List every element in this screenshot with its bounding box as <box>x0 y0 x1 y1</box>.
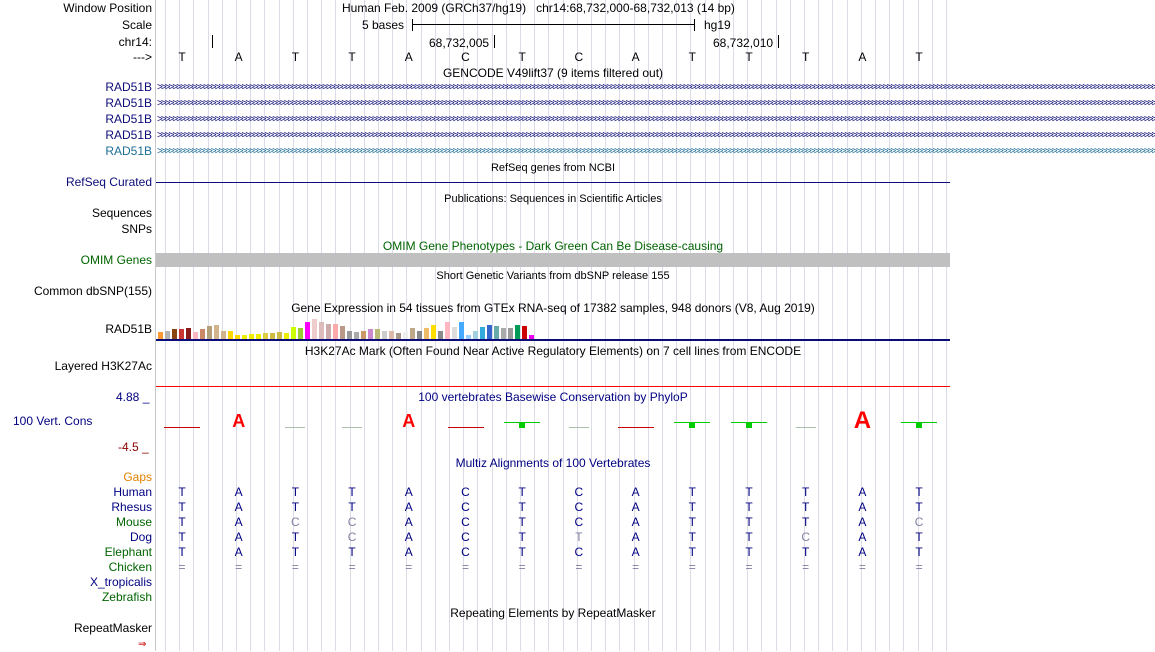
sequence-base: T <box>745 50 753 64</box>
multiz-aligned-base: C <box>347 515 357 529</box>
multiz-aligned-base: T <box>802 500 810 514</box>
gtex-tissue-bar[interactable] <box>473 331 478 339</box>
refseq-gene-line[interactable] <box>156 182 950 183</box>
repeatmasker-label[interactable]: RepeatMasker <box>73 621 152 635</box>
multiz-aligned-base: C <box>461 545 470 559</box>
gtex-tissue-bar[interactable] <box>403 332 408 339</box>
multiz-aligned-base: A <box>631 545 640 559</box>
multiz-aligned-base: A <box>404 515 413 529</box>
phylop-score-mark <box>569 427 589 428</box>
multiz-aligned-base: = <box>405 560 413 574</box>
multiz-aligned-base: A <box>404 500 413 514</box>
phylop-score-mark <box>285 427 305 428</box>
gencode-transcript-label[interactable]: RAD51B <box>105 80 152 94</box>
gtex-tissue-bar[interactable] <box>480 327 485 339</box>
multiz-aligned-base: A <box>234 545 243 559</box>
h3k27ac-track-title[interactable]: H3K27Ac Mark (Often Found Near Active Regulatory Elements) on 7 cell lines from ENCODE <box>304 344 802 358</box>
gtex-tissue-bar[interactable] <box>368 329 373 339</box>
scale-bar-left-tick <box>412 19 413 31</box>
multiz-aligned-base: T <box>688 485 696 499</box>
multiz-species-label[interactable]: Elephant <box>104 545 152 559</box>
multiz-aligned-base: = <box>858 560 866 574</box>
multiz-species-label[interactable]: Human <box>113 485 152 499</box>
multiz-aligned-base: A <box>234 485 243 499</box>
gtex-gene-label[interactable]: RAD51B <box>105 322 152 336</box>
sequence-base: T <box>348 50 356 64</box>
multiz-aligned-base: T <box>688 500 696 514</box>
scale-bar <box>412 24 695 25</box>
sequence-base: A <box>858 50 867 64</box>
multiz-aligned-base: A <box>404 485 413 499</box>
gencode-track-title[interactable]: GENCODE V49lift37 (9 items filtered out) <box>442 66 664 80</box>
phylop-score-mark <box>504 422 540 423</box>
phylop-score-square <box>746 422 752 428</box>
multiz-aligned-base: A <box>234 530 243 544</box>
chromosome-label: chr14: <box>118 35 152 49</box>
gtex-tissue-bar[interactable] <box>452 327 457 339</box>
omim-gene-bar[interactable] <box>156 253 950 267</box>
multiz-aligned-base: T <box>915 545 923 559</box>
gtex-tissue-bar[interactable] <box>410 328 415 339</box>
multiz-aligned-base: T <box>518 545 526 559</box>
ruler-tick-1 <box>494 35 495 48</box>
multiz-track-title[interactable]: Multiz Alignments of 100 Vertebrates <box>455 456 651 470</box>
publications-snps-label[interactable]: SNPs <box>121 222 152 236</box>
gtex-tissue-bar[interactable] <box>214 325 219 339</box>
gtex-tissue-bar[interactable] <box>291 327 296 339</box>
multiz-aligned-base: C <box>914 515 924 529</box>
phylop-base-glyph: A <box>853 407 872 434</box>
dbsnp-track-title[interactable]: Short Genetic Variants from dbSNP release 155 <box>436 270 670 282</box>
phylop-score-mark <box>448 427 484 428</box>
multiz-aligned-base: A <box>858 500 867 514</box>
multiz-aligned-base: A <box>858 485 867 499</box>
multiz-aligned-base: = <box>235 560 243 574</box>
multiz-aligned-base: = <box>688 560 696 574</box>
multiz-aligned-base: A <box>404 530 413 544</box>
sequence-base: T <box>291 50 300 64</box>
multiz-aligned-base: T <box>575 530 583 544</box>
gtex-tissue-bar[interactable] <box>438 331 443 339</box>
multiz-aligned-base: C <box>461 515 470 529</box>
phylop-score-mark <box>342 427 362 428</box>
phylop-score-mark <box>731 422 767 423</box>
gtex-gene-line <box>156 339 950 341</box>
gtex-tissue-bar[interactable] <box>459 322 464 339</box>
scale-label: Scale <box>121 18 152 32</box>
multiz-aligned-base: T <box>745 500 753 514</box>
gtex-tissue-bar[interactable] <box>354 332 359 339</box>
gtex-tissue-bar[interactable] <box>347 331 352 339</box>
gtex-tissue-bar[interactable] <box>312 319 317 339</box>
gtex-tissue-bar[interactable] <box>228 331 233 339</box>
gtex-tissue-bar[interactable] <box>340 326 345 339</box>
multiz-aligned-base: C <box>574 515 584 529</box>
phylop-score-square <box>689 422 695 428</box>
multiz-aligned-base: C <box>461 530 470 544</box>
multiz-aligned-base: T <box>915 530 923 544</box>
sequence-base: C <box>574 50 584 64</box>
multiz-aligned-base: C <box>347 530 357 544</box>
multiz-species-label[interactable]: X_tropicalis <box>89 575 152 589</box>
multiz-aligned-base: C <box>574 545 584 559</box>
gencode-transcript-label[interactable]: RAD51B <box>105 96 152 110</box>
sequence-base: T <box>802 50 810 64</box>
multiz-aligned-base: A <box>858 545 867 559</box>
gencode-transcript-strand[interactable]: >>>>>>>>>>>>>>>>>>>>>>>>>>>>>>>>>>>>>>>>>>>>>>>>>>>>>>>>>>>>>>>>>>>>>>>>>>>>>>>>>>>>>>>>>>>>>>>>>>>>>>>>>>>>>>>>>>>>>>>>>>>>>>>>>>>>>>>>>>>>>>>>>>>>>>>>>>>>>>>>>>>>>>>>>>>>>>>>>>>>>>>>>>>>>>>>>>>>>>>>>>>>>>>>>>>>>>>>>>>>>>>>>>>>>>>>>>>>>>>>>>>>>>>>>>>>>>>>>>>> <box>157 130 1155 141</box>
multiz-aligned-base: T <box>745 530 753 544</box>
multiz-aligned-base: C <box>461 485 470 499</box>
sequence-base: C <box>461 50 470 64</box>
phylop-score-square <box>519 422 525 428</box>
gtex-tissue-bar[interactable] <box>193 332 198 339</box>
multiz-aligned-base: C <box>574 485 584 499</box>
multiz-gaps-label[interactable]: Gaps <box>123 470 152 484</box>
gtex-track-title[interactable]: Gene Expression in 54 tissues from GTEx RNA-seq of 17382 samples, 948 donors (V8, Aug 2019) <box>291 301 815 315</box>
multiz-aligned-base: = <box>518 560 526 574</box>
phylop-score-mark <box>796 427 816 428</box>
publications-sequences-label[interactable]: Sequences <box>91 206 152 220</box>
gtex-expression-bars[interactable] <box>156 312 950 339</box>
scale-bar-right-tick <box>694 19 695 31</box>
multiz-aligned-base: C <box>291 515 300 529</box>
window-position-value[interactable]: Human Feb. 2009 (GRCh37/hg19) chr14:68,732,000-68,732,013 (14 bp) <box>342 1 735 15</box>
gtex-tissue-bar[interactable] <box>179 329 184 339</box>
multiz-species-label[interactable]: Rhesus <box>111 500 152 514</box>
h3k27ac-signal-line[interactable] <box>156 386 950 387</box>
gtex-tissue-bar[interactable] <box>172 329 177 339</box>
gtex-tissue-bar[interactable] <box>158 332 163 339</box>
gtex-tissue-bar[interactable] <box>389 331 394 339</box>
phylop-track-label[interactable]: 100 Vert. Cons <box>13 414 93 428</box>
multiz-aligned-base: A <box>631 485 640 499</box>
multiz-aligned-base: C <box>574 500 584 514</box>
multiz-aligned-base: T <box>688 545 696 559</box>
multiz-aligned-base: A <box>631 500 640 514</box>
gtex-tissue-bar[interactable] <box>515 325 520 339</box>
gencode-transcript-label[interactable]: RAD51B <box>105 144 152 158</box>
window-position-label: Window Position <box>63 1 152 15</box>
multiz-aligned-base: = <box>802 560 810 574</box>
phylop-score-square <box>916 422 922 428</box>
ruler-coord-1: 68,732,005 <box>429 36 490 50</box>
multiz-aligned-base: = <box>915 560 923 574</box>
multiz-aligned-base: = <box>632 560 640 574</box>
gtex-tissue-bar[interactable] <box>326 324 331 339</box>
omim-genes-label[interactable]: OMIM Genes <box>80 253 152 267</box>
multiz-aligned-base: T <box>291 530 300 544</box>
gencode-transcript-label[interactable]: RAD51B <box>105 112 152 126</box>
gtex-tissue-bar[interactable] <box>221 331 226 339</box>
multiz-aligned-base: T <box>348 545 356 559</box>
gencode-transcript-strand[interactable]: >>>>>>>>>>>>>>>>>>>>>>>>>>>>>>>>>>>>>>>>>>>>>>>>>>>>>>>>>>>>>>>>>>>>>>>>>>>>>>>>>>>>>>>>>>>>>>>>>>>>>>>>>>>>>>>>>>>>>>>>>>>>>>>>>>>>>>>>>>>>>>>>>>>>>>>>>>>>>>>>>>>>>>>>>>>>>>>>>>>>>>>>>>>>>>>>>>>>>>>>>>>>>>>>>>>>>>>>>>>>>>>>>>>>>>>>>>>>>>>>>>>>>>>>>>>>>>>>>>>> <box>157 82 1155 93</box>
phylop-min-label: -4.5 _ <box>118 440 149 454</box>
phylop-max-label: 4.88 _ <box>116 390 150 404</box>
sequence-base: T <box>688 50 696 64</box>
gtex-tissue-bar[interactable] <box>382 331 387 339</box>
gtex-tissue-bar[interactable] <box>487 325 492 339</box>
sequence-base: A <box>234 50 243 64</box>
multiz-species-label[interactable]: Chicken <box>108 560 152 574</box>
multiz-aligned-base: A <box>234 500 243 514</box>
assembly-name: hg19 <box>704 18 731 32</box>
multiz-aligned-base: T <box>802 515 810 529</box>
multiz-aligned-base: T <box>745 545 753 559</box>
multiz-aligned-base: T <box>348 500 356 514</box>
phylop-base-glyph: A <box>402 411 416 431</box>
phylop-track-title[interactable]: 100 vertebrates Basewise Conservation by PhyloP <box>418 390 688 404</box>
sequence-base: T <box>178 50 186 64</box>
phylop-base-glyph: A <box>232 411 246 431</box>
gtex-tissue-bar[interactable] <box>375 329 380 339</box>
gtex-tissue-bar[interactable] <box>305 322 310 339</box>
sequence-base: A <box>404 50 413 64</box>
multiz-aligned-base: T <box>291 545 300 559</box>
multiz-aligned-base: T <box>688 515 696 529</box>
multiz-aligned-base: T <box>745 485 753 499</box>
gencode-transcript-strand[interactable]: >>>>>>>>>>>>>>>>>>>>>>>>>>>>>>>>>>>>>>>>>>>>>>>>>>>>>>>>>>>>>>>>>>>>>>>>>>>>>>>>>>>>>>>>>>>>>>>>>>>>>>>>>>>>>>>>>>>>>>>>>>>>>>>>>>>>>>>>>>>>>>>>>>>>>>>>>>>>>>>>>>>>>>>>>>>>>>>>>>>>>>>>>>>>>>>>>>>>>>>>>>>>>>>>>>>>>>>>>>>>>>>>>>>>>>>>>>>>>>>>>>>>>>>>>>>>>>>>>>>> <box>157 98 1155 109</box>
gtex-tissue-bar[interactable] <box>431 325 436 339</box>
multiz-aligned-base: T <box>178 530 186 544</box>
phylop-score-mark <box>618 427 654 428</box>
scroll-right-arrow-icon[interactable]: ⇒ <box>138 639 147 650</box>
multiz-aligned-base: T <box>745 515 753 529</box>
multiz-aligned-base: T <box>518 485 526 499</box>
phylop-score-mark <box>901 422 937 423</box>
multiz-aligned-base: T <box>518 530 526 544</box>
multiz-aligned-base: = <box>178 560 186 574</box>
gencode-transcript-strand[interactable]: >>>>>>>>>>>>>>>>>>>>>>>>>>>>>>>>>>>>>>>>>>>>>>>>>>>>>>>>>>>>>>>>>>>>>>>>>>>>>>>>>>>>>>>>>>>>>>>>>>>>>>>>>>>>>>>>>>>>>>>>>>>>>>>>>>>>>>>>>>>>>>>>>>>>>>>>>>>>>>>>>>>>>>>>>>>>>>>>>>>>>>>>>>>>>>>>>>>>>>>>>>>>>>>>>>>>>>>>>>>>>>>>>>>>>>>>>>>>>>>>>>>>>>>>>>>>>>>>>>>> <box>157 146 1155 157</box>
layered-h3k27ac-label[interactable]: Layered H3K27Ac <box>54 359 152 373</box>
multiz-aligned-base: C <box>801 530 811 544</box>
gtex-tissue-bar[interactable] <box>522 326 527 339</box>
gtex-tissue-bar[interactable] <box>298 328 303 339</box>
multiz-aligned-base: T <box>915 500 923 514</box>
gtex-tissue-bar[interactable] <box>333 324 338 339</box>
multiz-aligned-base: T <box>291 485 300 499</box>
gtex-tissue-bar[interactable] <box>361 331 366 339</box>
multiz-aligned-base: T <box>348 485 356 499</box>
gtex-tissue-bar[interactable] <box>445 322 450 339</box>
gtex-tissue-bar[interactable] <box>200 329 205 339</box>
gtex-tissue-bar[interactable] <box>424 328 429 339</box>
gencode-transcript-strand[interactable]: >>>>>>>>>>>>>>>>>>>>>>>>>>>>>>>>>>>>>>>>>>>>>>>>>>>>>>>>>>>>>>>>>>>>>>>>>>>>>>>>>>>>>>>>>>>>>>>>>>>>>>>>>>>>>>>>>>>>>>>>>>>>>>>>>>>>>>>>>>>>>>>>>>>>>>>>>>>>>>>>>>>>>>>>>>>>>>>>>>>>>>>>>>>>>>>>>>>>>>>>>>>>>>>>>>>>>>>>>>>>>>>>>>>>>>>>>>>>>>>>>>>>>>>>>>>>>>>>>>>> <box>157 114 1155 125</box>
gtex-tissue-bar[interactable] <box>508 328 513 339</box>
phylop-score-mark <box>674 422 710 423</box>
multiz-aligned-base: A <box>858 515 867 529</box>
ruler-tick-start <box>212 35 213 48</box>
gtex-tissue-bar[interactable] <box>277 332 282 339</box>
gtex-tissue-bar[interactable] <box>417 331 422 339</box>
multiz-aligned-base: T <box>178 545 186 559</box>
multiz-aligned-base: A <box>631 530 640 544</box>
multiz-aligned-base: T <box>518 515 526 529</box>
multiz-species-label[interactable]: Zebrafish <box>101 590 152 604</box>
sequence-base: T <box>518 50 526 64</box>
gtex-tissue-bar[interactable] <box>165 331 170 339</box>
multiz-aligned-base: T <box>178 485 186 499</box>
multiz-aligned-base: A <box>858 530 867 544</box>
sequence-base: T <box>915 50 923 64</box>
multiz-aligned-base: A <box>404 545 413 559</box>
refseq-curated-label[interactable]: RefSeq Curated <box>65 175 152 189</box>
multiz-aligned-base: T <box>802 485 810 499</box>
ruler-coord-2: 68,732,010 <box>713 36 774 50</box>
gtex-tissue-bar[interactable] <box>494 326 499 339</box>
strand-direction-label: ---> <box>133 50 152 64</box>
multiz-aligned-base: A <box>631 515 640 529</box>
gtex-tissue-bar[interactable] <box>207 326 212 339</box>
multiz-species-label[interactable]: Dog <box>129 530 152 544</box>
sequence-base: A <box>631 50 640 64</box>
gtex-tissue-bar[interactable] <box>186 328 191 339</box>
multiz-aligned-base: = <box>575 560 583 574</box>
multiz-aligned-base: T <box>802 545 810 559</box>
multiz-aligned-base: C <box>461 500 470 514</box>
multiz-aligned-base: T <box>178 515 186 529</box>
multiz-aligned-base: A <box>234 515 243 529</box>
multiz-aligned-base: = <box>461 560 469 574</box>
refseq-track-title[interactable]: RefSeq genes from NCBI <box>490 162 616 174</box>
phylop-score-mark <box>164 427 200 428</box>
multiz-aligned-base: = <box>291 560 299 574</box>
omim-track-title[interactable]: OMIM Gene Phenotypes - Dark Green Can Be Disease-causing <box>382 239 724 253</box>
repeatmasker-track-title[interactable]: Repeating Elements by RepeatMasker <box>450 606 656 620</box>
gtex-tissue-bar[interactable] <box>501 328 506 339</box>
multiz-aligned-base: T <box>291 500 300 514</box>
multiz-aligned-base: T <box>915 485 923 499</box>
multiz-aligned-base: T <box>518 500 526 514</box>
gencode-transcript-label[interactable]: RAD51B <box>105 128 152 142</box>
multiz-aligned-base: T <box>178 500 186 514</box>
publications-track-title[interactable]: Publications: Sequences in Scientific Articles <box>444 193 662 205</box>
multiz-aligned-base: T <box>688 530 696 544</box>
multiz-aligned-base: = <box>348 560 356 574</box>
ruler-tick-2 <box>778 35 779 48</box>
common-dbsnp-label[interactable]: Common dbSNP(155) <box>33 284 152 298</box>
multiz-species-label[interactable]: Mouse <box>115 515 152 529</box>
gtex-tissue-bar[interactable] <box>319 322 324 339</box>
multiz-aligned-base: = <box>745 560 753 574</box>
scale-value: 5 bases <box>362 18 405 32</box>
